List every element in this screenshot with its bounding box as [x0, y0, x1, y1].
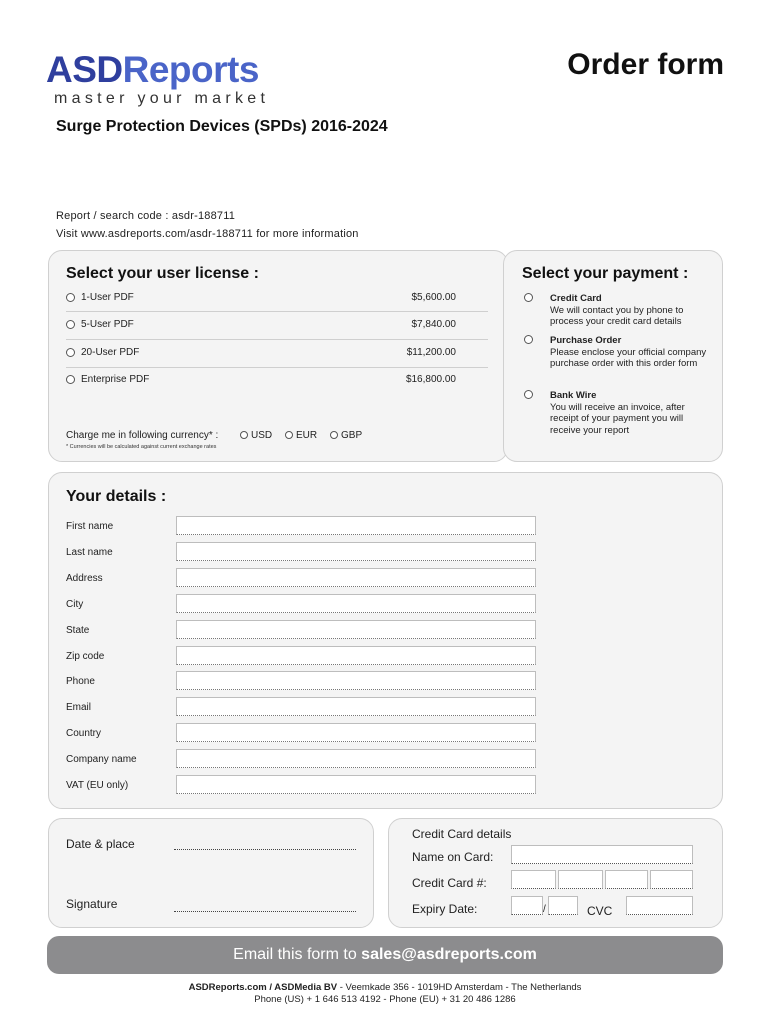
license-price: $16,800.00: [405, 374, 456, 385]
radio-button[interactable]: [285, 431, 293, 439]
payment-desc: We will contact you by phone to process your credit card details: [550, 304, 684, 327]
currency-eur[interactable]: [285, 430, 317, 441]
city-label: City: [66, 599, 84, 610]
license-price: $7,840.00: [411, 319, 456, 330]
phone-input[interactable]: [176, 671, 536, 690]
radio-button[interactable]: [240, 431, 248, 439]
last-name-label: Last name: [66, 547, 113, 558]
currency-label: Charge me in following currency* :: [66, 430, 219, 441]
card-number-group-2[interactable]: [558, 870, 603, 889]
footer-address: [0, 982, 770, 993]
logo-tagline: master your market: [54, 90, 270, 107]
logo-wordmark: [46, 50, 269, 90]
divider: [66, 311, 488, 312]
first-name-input[interactable]: [176, 516, 536, 535]
footer-company: ASDReports.com / ASDMedia BV: [188, 982, 338, 993]
report-title: Surge Protection Devices (SPDs) 2016-2024: [56, 118, 388, 135]
sales-email-link[interactable]: sales@asdreports.com: [361, 946, 537, 963]
cvc-label: CVC: [587, 904, 613, 918]
license-name: Enterprise PDF: [81, 374, 150, 385]
license-name: 5-User PDF: [81, 319, 134, 330]
zip-code-label: Zip code: [66, 651, 105, 662]
license-name: 20-User PDF: [81, 347, 140, 358]
card-number-group-1[interactable]: [511, 870, 556, 889]
card-number-label: Credit Card #:: [412, 876, 487, 890]
name-on-card-input[interactable]: [511, 845, 693, 864]
license-title: Select your user license :: [66, 265, 259, 282]
payment-name: Credit Card: [550, 293, 602, 304]
vat-input[interactable]: [176, 775, 536, 794]
currency-name: USD: [251, 430, 273, 441]
footer-phones: Phone (US) + 1 646 513 4192 - Phone (EU) + 31 20 486 1286: [254, 994, 516, 1005]
license-name: 1-User PDF: [81, 292, 134, 303]
banner-prefix: Email this form to: [233, 946, 362, 963]
signature-label: Signature: [66, 897, 118, 911]
expiry-separator: /: [543, 904, 546, 915]
expiry-year-input[interactable]: [548, 896, 578, 915]
vat-label: VAT (EU only): [66, 780, 129, 791]
card-number-group-3[interactable]: [605, 870, 648, 889]
payment-desc: Please enclose your official company purchase order with this order form: [550, 346, 707, 369]
license-price: $11,200.00: [406, 347, 456, 358]
radio-button[interactable]: [66, 320, 75, 329]
zip-code-input[interactable]: [176, 646, 536, 665]
date-place-label: Date & place: [66, 837, 135, 851]
radio-button[interactable]: [66, 293, 75, 302]
details-title: Your details :: [66, 488, 167, 505]
email-banner: [47, 936, 723, 974]
payment-desc: You will receive an invoice, after receipt of your payment you will receive your report: [550, 401, 685, 436]
currency-name: GBP: [341, 430, 363, 441]
last-name-input[interactable]: [176, 542, 536, 561]
form-title: Order form: [567, 48, 724, 81]
radio-button[interactable]: [66, 375, 75, 384]
email-input[interactable]: [176, 697, 536, 716]
logo-asd: ASD: [46, 49, 123, 90]
license-option-20user[interactable]: [66, 346, 456, 368]
currency-note: * Currencies will be calculated against current exchange rates: [66, 444, 217, 450]
radio-button[interactable]: [524, 335, 533, 344]
city-input[interactable]: [176, 594, 536, 613]
signature-line[interactable]: [174, 911, 356, 912]
name-on-card-label: Name on Card:: [412, 850, 494, 864]
state-input[interactable]: [176, 620, 536, 639]
company-name-input[interactable]: [176, 749, 536, 768]
payment-title: Select your payment :: [522, 265, 689, 282]
radio-button[interactable]: [330, 431, 338, 439]
logo-reports: Reports: [122, 49, 259, 90]
card-number-group-4[interactable]: [650, 870, 693, 889]
currency-name: EUR: [296, 430, 318, 441]
radio-button[interactable]: [524, 293, 533, 302]
footer-address-text: - Veemkade 356 - 1019HD Amsterdam - The Netherlands: [337, 982, 582, 993]
currency-usd[interactable]: [240, 430, 272, 441]
cvc-input[interactable]: [626, 896, 693, 915]
company-name-label: Company name: [66, 754, 137, 765]
radio-button[interactable]: [66, 348, 75, 357]
phone-label: Phone: [66, 676, 95, 687]
license-option-1user[interactable]: [66, 291, 456, 313]
license-option-5user[interactable]: [66, 318, 456, 340]
license-option-enterprise[interactable]: [66, 373, 456, 395]
license-price: $5,600.00: [411, 292, 456, 303]
address-input[interactable]: [176, 568, 536, 587]
credit-card-title: Credit Card details: [412, 827, 512, 841]
email-label: Email: [66, 702, 92, 713]
expiry-date-label: Expiry Date:: [412, 902, 478, 916]
radio-button[interactable]: [524, 390, 533, 399]
visit-link[interactable]: Visit www.asdreports.com/asdr-188711 for more information: [56, 228, 359, 240]
divider: [66, 367, 488, 368]
report-code: Report / search code : asdr-188711: [56, 210, 236, 222]
country-label: Country: [66, 728, 102, 739]
country-input[interactable]: [176, 723, 536, 742]
payment-name: Bank Wire: [550, 390, 597, 401]
state-label: State: [66, 625, 90, 636]
divider: [66, 339, 488, 340]
first-name-label: First name: [66, 521, 114, 532]
payment-name: Purchase Order: [550, 335, 622, 346]
date-place-line[interactable]: [174, 849, 356, 850]
currency-gbp[interactable]: [330, 430, 362, 441]
address-label: Address: [66, 573, 103, 584]
expiry-month-input[interactable]: [511, 896, 543, 915]
asdreports-logo: [46, 50, 269, 108]
